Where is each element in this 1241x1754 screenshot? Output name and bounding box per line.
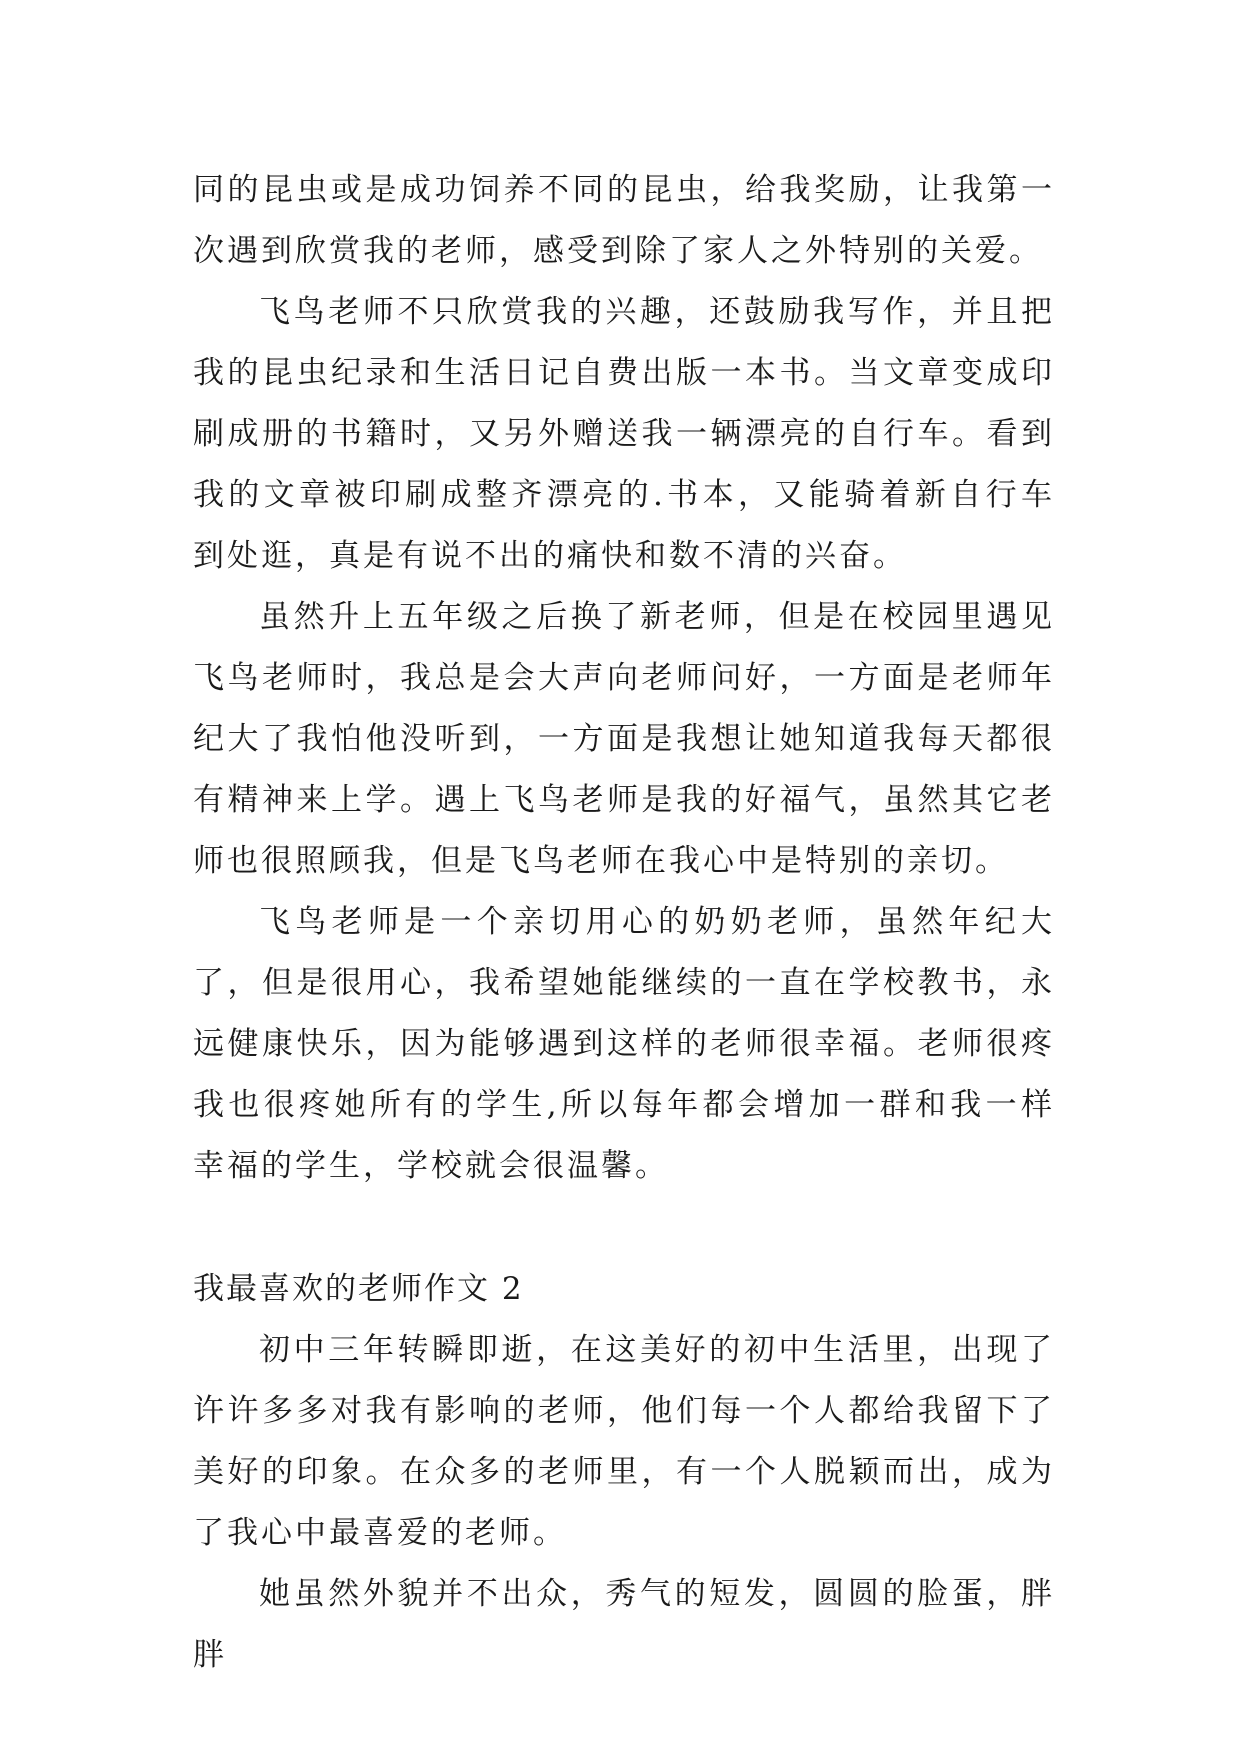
document-body: [193, 160, 1055, 1686]
paragraph: 虽然升上五年级之后换了新老师，但是在校园里遇见飞鸟老师时，我总是会大声向老师问好，一方面是老师年纪大了我怕他没听到，一方面是我想让她知道我每天都很有精神来上学。遇上飞鸟老师是我的好福气，虽然其它老师也很照顾我，但是飞鸟老师在我心中是特别的亲切。: [193, 599, 1055, 879]
paragraph: 初中三年转瞬即逝，在这美好的初中生活里，出现了许许多多对我有影响的老师，他们每一个人都给我留下了美好的印象。在众多的老师里，有一个人脱颖而出，成为了我心中最喜爱的老师。: [193, 1332, 1055, 1551]
paragraph: 飞鸟老师是一个亲切用心的奶奶老师，虽然年纪大了，但是很用心，我希望她能继续的一直在学校教书，永远健康快乐，因为能够遇到这样的老师很幸福。老师很疼我也很疼她所有的学生,所以每年都会增加一群和我一样幸福的学生，学校就会很温馨。: [193, 904, 1055, 1184]
section-title: 我最喜欢的老师作文 2: [193, 1271, 524, 1307]
paragraph: 飞鸟老师不只欣赏我的兴趣，还鼓励我写作，并且把我的昆虫纪录和生活日记自费出版一本书。当文章变成印刷成册的书籍时，又另外赠送我一辆漂亮的自行车。看到我的文章被印刷成整齐漂亮的.书本，又能骑着新自行车到处逛，真是有说不出的痛快和数不清的兴奋。: [193, 294, 1055, 574]
paragraph: 她虽然外貌并不出众，秀气的短发，圆圆的脸蛋，胖胖: [193, 1576, 1055, 1673]
paragraph-continued: 同的昆虫或是成功饲养不同的昆虫，给我奖励，让我第一次遇到欣赏我的老师，感受到除了家人之外特别的关爱。: [193, 172, 1055, 269]
